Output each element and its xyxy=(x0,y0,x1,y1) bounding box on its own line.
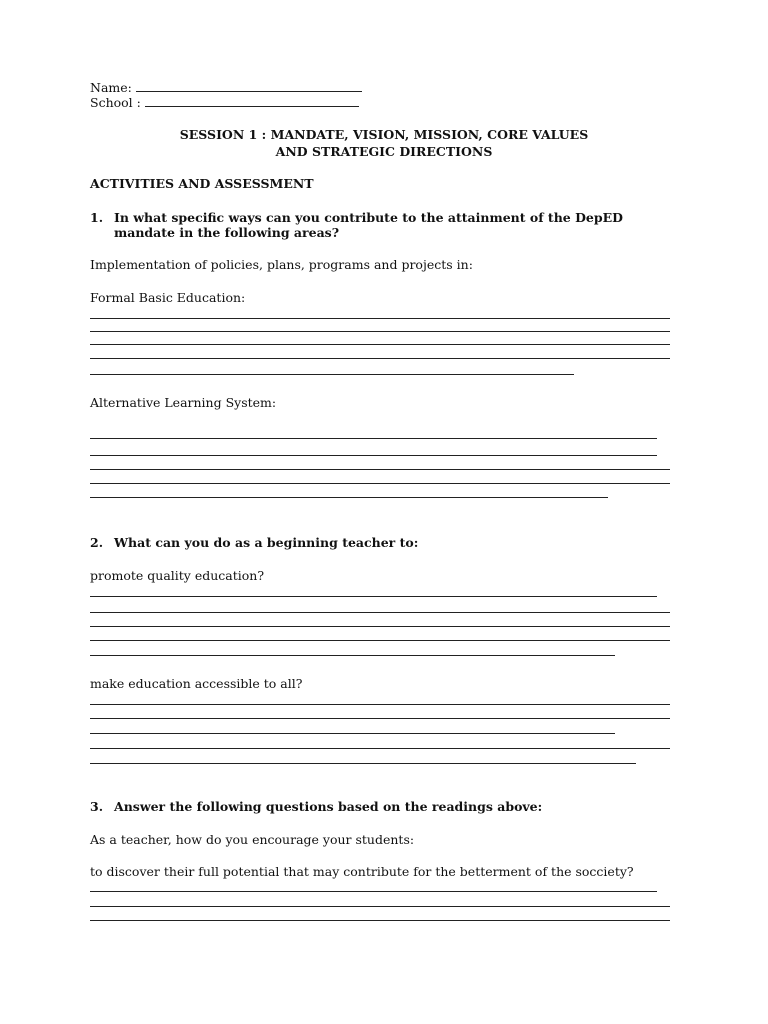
q3-number: 3. xyxy=(90,799,104,814)
answer-line[interactable] xyxy=(90,331,670,332)
school-field[interactable] xyxy=(90,95,359,110)
answer-line[interactable] xyxy=(90,655,615,656)
answer-line[interactable] xyxy=(90,596,657,597)
answer-line[interactable] xyxy=(90,718,670,719)
name-label: Name: xyxy=(90,80,132,95)
answer-line[interactable] xyxy=(90,704,670,705)
answer-line[interactable] xyxy=(90,640,670,641)
q1-text-line1: In what specific ways can you contribute to the attainment of the DepED xyxy=(114,210,623,225)
answer-line[interactable] xyxy=(90,344,670,345)
answer-line[interactable] xyxy=(90,438,657,439)
answer-line[interactable] xyxy=(90,483,670,484)
q3-text: Answer the following questions based on the readings above: xyxy=(114,799,543,814)
q2-prompt-quality: promote quality education? xyxy=(90,568,265,583)
answer-line[interactable] xyxy=(90,374,574,375)
answer-line[interactable] xyxy=(90,733,615,734)
school-label: School : xyxy=(90,95,141,110)
section-heading: ACTIVITIES AND ASSESSMENT xyxy=(90,176,314,191)
session-title-line2: AND STRATEGIC DIRECTIONS xyxy=(275,144,493,159)
q2-number: 2. xyxy=(90,535,104,550)
answer-line[interactable] xyxy=(90,920,670,921)
q2-prompt-access: make education accessible to all? xyxy=(90,676,303,691)
session-title-line1: SESSION 1 : MANDATE, VISION, MISSION, CORE VALUES xyxy=(179,127,589,142)
q1-number: 1. xyxy=(90,210,104,225)
q3-prompt-potential: to discover their full potential that may contribute for the betterment of the socciety? xyxy=(90,864,634,879)
q1-intro: Implementation of policies, plans, programs and projects in: xyxy=(90,257,473,272)
answer-line[interactable] xyxy=(90,748,670,749)
name-blank[interactable] xyxy=(136,80,362,92)
answer-line[interactable] xyxy=(90,626,670,627)
answer-line[interactable] xyxy=(90,455,657,456)
answer-line[interactable] xyxy=(90,358,670,359)
name-field[interactable] xyxy=(90,80,362,95)
q1-area-als-label: Alternative Learning System: xyxy=(90,395,277,410)
answer-line[interactable] xyxy=(90,497,608,498)
q1-area-formal-label: Formal Basic Education: xyxy=(90,290,246,305)
school-blank[interactable] xyxy=(145,95,359,107)
answer-line[interactable] xyxy=(90,612,670,613)
answer-line[interactable] xyxy=(90,891,657,892)
answer-line[interactable] xyxy=(90,763,636,764)
q2-text: What can you do as a beginning teacher to: xyxy=(114,535,419,550)
q3-intro: As a teacher, how do you encourage your students: xyxy=(90,832,415,847)
q1-text-line2: mandate in the following areas? xyxy=(114,225,340,240)
answer-line[interactable] xyxy=(90,469,670,470)
answer-line[interactable] xyxy=(90,906,670,907)
answer-line[interactable] xyxy=(90,318,670,319)
